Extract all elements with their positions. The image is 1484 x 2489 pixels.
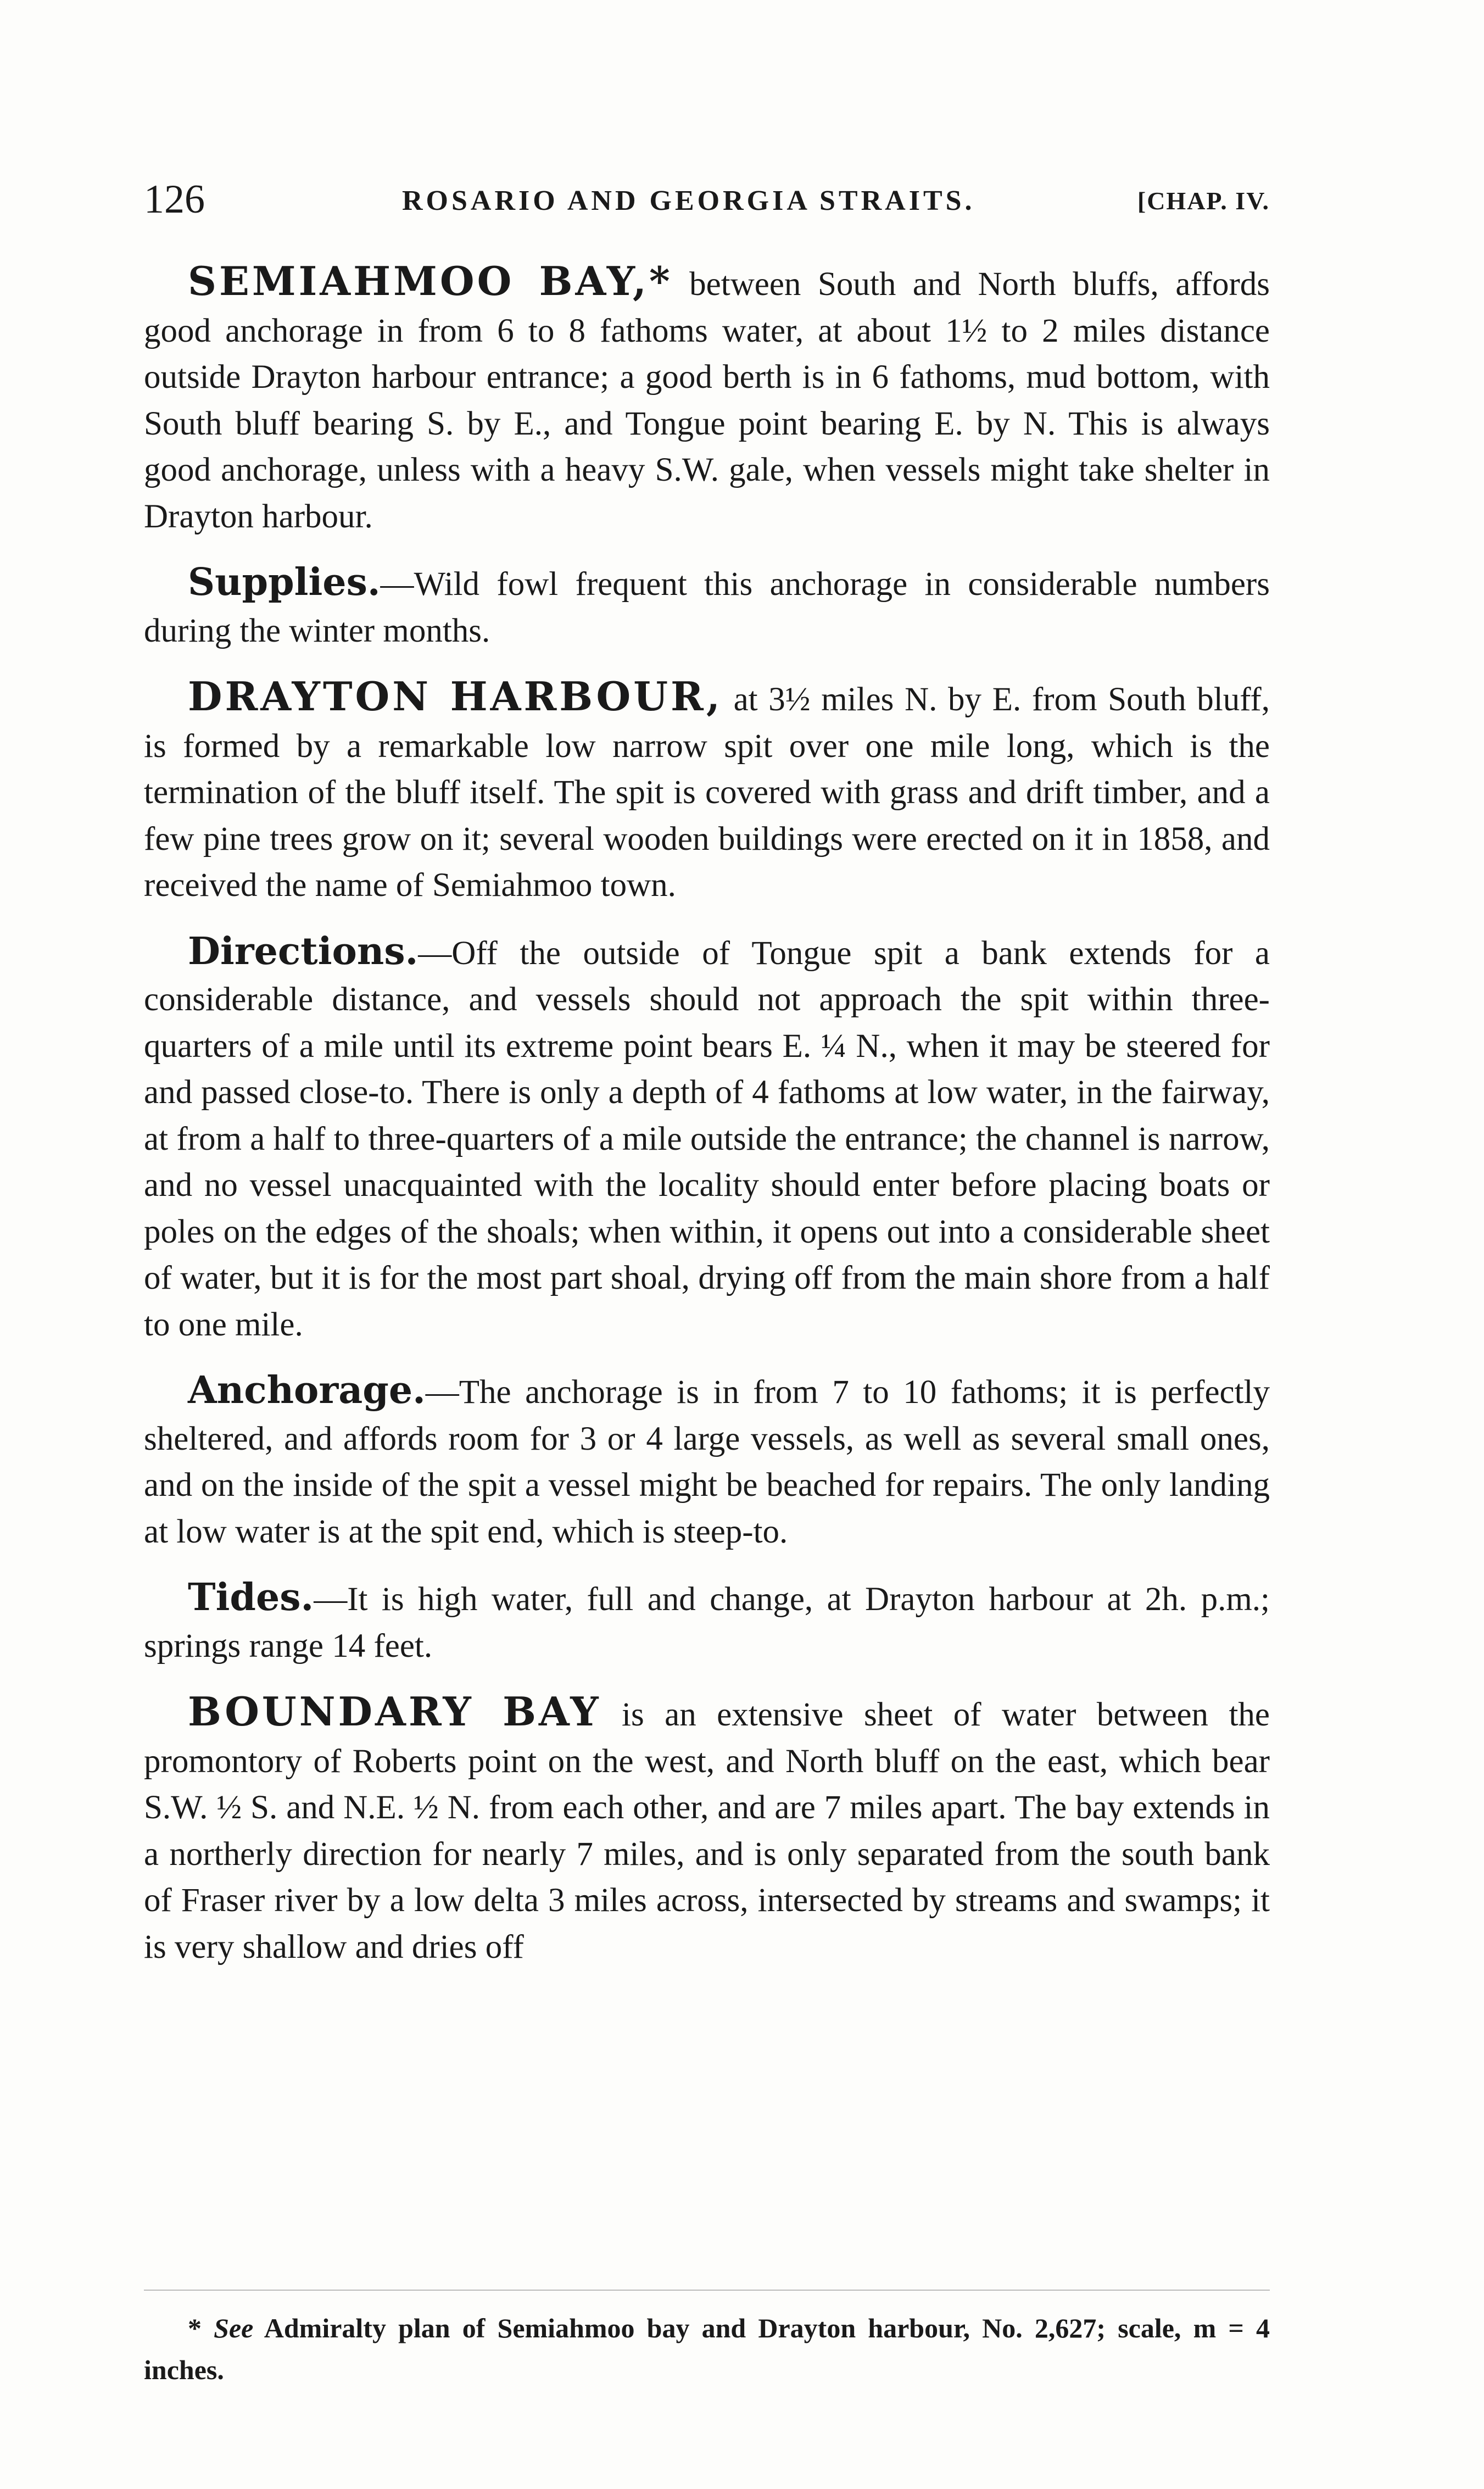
footnote-see: See — [214, 2313, 254, 2343]
heading-supplies: Supplies. — [188, 560, 381, 604]
heading-tides: Tides. — [188, 1575, 314, 1619]
chapter-reference: [CHAP. IV. — [1137, 187, 1270, 215]
footnote-marker: * — [188, 2313, 202, 2343]
paragraph-tides — [144, 1574, 1270, 1669]
page-number: 126 — [144, 177, 205, 222]
main-text — [144, 258, 1270, 1970]
text-anchorage: —The anchorage is in from 7 to 10 fathoms; it is perfectly sheltered, and affords room for 3 or 4 large vessels, as well as several small ones, and on the inside of the spit a vessel might be beached for repairs. The only landing at low water is at the spit end, which is steep-to. — [144, 1374, 1270, 1550]
footnote — [144, 2307, 1270, 2391]
text-tides: —It is high water, full and change, at Drayton harbour at 2h. p.m.; springs range 14 feet. — [144, 1581, 1270, 1664]
running-title: ROSARIO AND GEORGIA STRAITS. — [402, 185, 975, 216]
footnote-divider — [144, 2290, 1270, 2291]
page-header — [144, 175, 1270, 224]
paragraph-semiahmoo-bay — [144, 258, 1270, 540]
paragraph-supplies — [144, 559, 1270, 654]
heading-directions: Directions. — [188, 929, 419, 973]
text-supplies: —Wild fowl frequent this anchorage in considerable numbers during the winter months. — [144, 566, 1270, 649]
footnote-text: Admiralty plan of Semiahmoo bay and Drayton harbour, No. 2,627; scale, m = 4 inches. — [144, 2313, 1270, 2385]
paragraph-directions — [144, 928, 1270, 1349]
paragraph-anchorage — [144, 1367, 1270, 1555]
text-drayton-harbour: at 3½ miles N. by E. from South bluff, is formed by a remarkable low narrow spit over one mile long, which is the termination of the bluff itself. The spit is covered with grass and drift timber, and a few pine trees grow on it; several wooden buildings were erected on it in 1858, and received the name of Semiahmoo town. — [144, 681, 1270, 904]
heading-anchorage: Anchorage. — [188, 1368, 426, 1412]
text-boundary-bay: is an extensive sheet of water between the promontory of Roberts point on the west, and North bluff on the east, which bear S.W. ½ S. and N.E. ½ N. from each other, and are 7 miles apart. The bay extends in a northerly direction for nearly 7 miles, and is only separated from the south bank of Fraser river by a low delta 3 miles across, intersected by streams and swamps; it is very shallow and dries off — [144, 1696, 1270, 1965]
text-directions: —Off the outside of Tongue spit a bank extends for a considerable distance, and vessels should not approach the spit within three-quarters of a mile until its extreme point bears E. ¼ N., when it may be steered for and passed close-to. There is only a depth of 4 fathoms at low water, in the fairway, at from a half to three-quarters of a mile outside the entrance; the channel is narrow, and no vessel unacquainted with the locality should enter before placing boats or poles on the edges of the shoals; when within, it opens out into a considerable sheet of water, but it is for the most part shoal, drying off from the main shore from a half to one mile. — [144, 934, 1270, 1343]
heading-boundary-bay: BOUNDARY BAY — [188, 1688, 601, 1735]
paragraph-boundary-bay — [144, 1689, 1270, 1970]
heading-semiahmoo-bay: SEMIAHMOO BAY,* — [188, 258, 673, 304]
text-semiahmoo-bay: between South and North bluffs, affords good anchorage in from 6 to 8 fathoms water, at about 1½ to 2 miles distance outside Drayton harbour entrance; a good berth is in 6 fathoms, mud bottom, with South bluff bearing S. by E., and Tongue point bearing E. by N. This is always good anchorage, unless with a heavy S.W. gale, when vessels might take shelter in Drayton harbour. — [144, 266, 1270, 535]
heading-drayton-harbour: DRAYTON HARBOUR, — [188, 673, 723, 720]
paragraph-drayton-harbour — [144, 673, 1270, 909]
